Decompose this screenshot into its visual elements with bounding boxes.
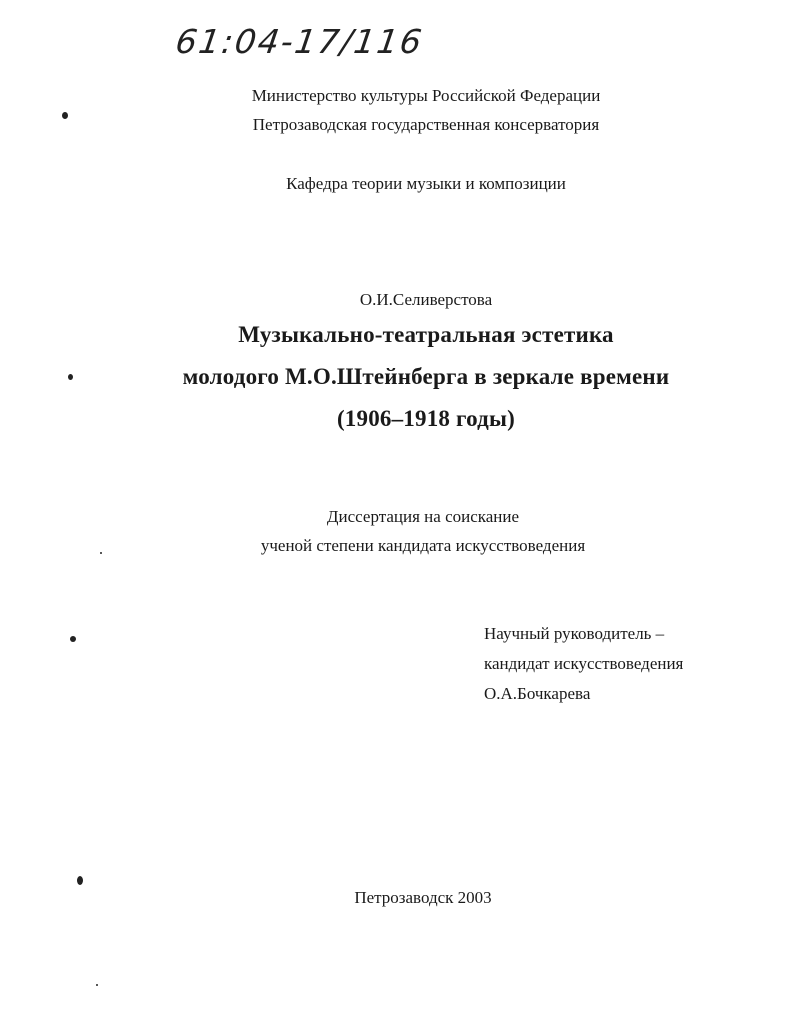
title-line-1: Музыкально-театральная эстетика — [238, 322, 614, 347]
supervisor-degree: кандидат искусствоведения — [484, 654, 684, 673]
scan-speck — [77, 876, 83, 885]
department-line: Кафедра теории музыки и композиции — [286, 174, 566, 193]
author-name: О.И.Селиверстова — [359, 290, 493, 309]
dissertation-line-1: Диссертация на соискание — [326, 507, 520, 526]
scan-speck — [62, 112, 68, 119]
institution-line: Петрозаводская государственная консерватория — [252, 115, 600, 134]
scan-speck — [100, 552, 102, 554]
title-line-3: (1906–1918 годы) — [336, 406, 516, 431]
supervisor-role: Научный руководитель – — [484, 624, 665, 643]
handwritten-archive-code: 61:04-17/116 — [173, 22, 426, 61]
title-line-2: молодого М.О.Штейнберга в зеркале времени — [182, 364, 670, 389]
dissertation-line-2: ученой степени кандидата искусствоведения — [260, 536, 586, 555]
scan-speck — [96, 984, 98, 986]
ministry-line: Министерство культуры Российской Федерации — [251, 86, 601, 105]
city-year: Петрозаводск 2003 — [354, 888, 492, 907]
supervisor-name: О.А.Бочкарева — [484, 684, 591, 703]
scan-speck — [68, 374, 73, 380]
scan-speck — [70, 636, 76, 642]
